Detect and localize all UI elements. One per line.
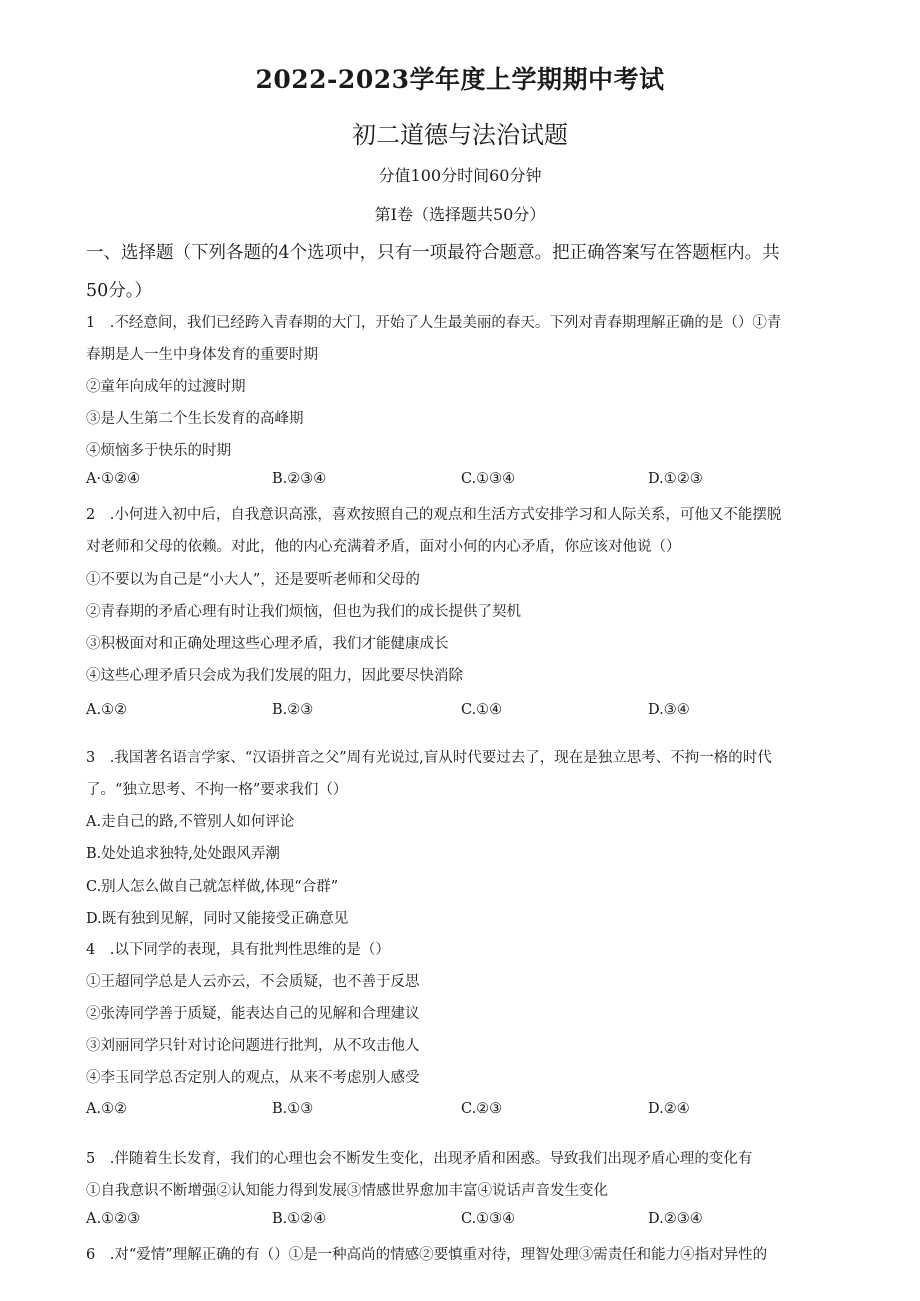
q2-item-2: ②青春期的矛盾心理有时让我们烦恼，但也为我们的成长提供了契机	[86, 604, 521, 620]
section-instructions: 一、选择题（下列各题的4个选项中，只有一项最符合题意。把正确答案写在答题框内。共	[86, 243, 780, 263]
q5-option-a[interactable]: A.①②③	[86, 1211, 141, 1227]
exam-title: 2022-2023学年度上学期期中考试	[255, 65, 665, 94]
q3-option-b[interactable]: B.处处追求独特,处处跟风弄潮	[86, 846, 280, 862]
q5-option-d[interactable]: D.②③④	[648, 1211, 703, 1227]
q4-option-c[interactable]: C.②③	[461, 1101, 503, 1117]
q3-option-a[interactable]: A.走自己的路,不管别人如何评论	[86, 814, 295, 830]
q3-stem-cont: 了。“独立思考、不拘一格”要求我们（）	[86, 782, 348, 798]
q1-option-b[interactable]: B.②③④	[272, 471, 327, 487]
q1-option-a[interactable]: A·①②④	[86, 471, 141, 487]
q1-stem-cont: 春期是人一生中身体发育的重要时期	[86, 347, 318, 363]
q2-stem-cont: 对老师和父母的依赖。对此，他的内心充满着矛盾，面对小何的内心矛盾，你应该对他说（）	[86, 539, 681, 555]
q2-option-d[interactable]: D.③④	[648, 702, 690, 718]
q1-stem: 1 .不经意间，我们已经跨入青春期的大门，开始了人生最美丽的春天。下列对青春期理解正确的是（）①青	[86, 315, 782, 331]
q2-option-a[interactable]: A.①②	[86, 702, 128, 718]
section-instructions-cont: 50分。）	[86, 281, 153, 301]
q4-option-a[interactable]: A.①②	[86, 1101, 128, 1117]
q2-option-c[interactable]: C.①④	[461, 702, 503, 718]
exam-subject: 初二道德与法治试题	[352, 121, 568, 149]
q5-options	[86, 1211, 846, 1233]
q1-item-4: ④烦恼多于快乐的时期	[86, 443, 231, 459]
part-heading: 第I卷（选择题共50分）	[374, 205, 546, 224]
q1-option-d[interactable]: D.①②③	[648, 471, 703, 487]
q4-option-b[interactable]: B.①③	[272, 1101, 314, 1117]
q4-item-2: ②张涛同学善于质疑，能表达自己的见解和合理建议	[86, 1006, 420, 1022]
q1-item-3: ③是人生第二个生长发育的高峰期	[86, 411, 304, 427]
q2-item-4: ④这些心理矛盾只会成为我们发展的阻力，因此要尽快消除	[86, 668, 463, 684]
q4-option-d[interactable]: D.②④	[648, 1101, 690, 1117]
q4-stem: 4 .以下同学的表现，具有批判性思维的是（）	[86, 942, 390, 958]
q5-option-c[interactable]: C.①③④	[461, 1211, 516, 1227]
q2-options	[86, 702, 846, 724]
q1-option-c[interactable]: C.①③④	[461, 471, 516, 487]
q3-option-d[interactable]: D.既有独到见解，同时又能接受正确意见	[86, 911, 349, 927]
q5-option-b[interactable]: B.①②④	[272, 1211, 327, 1227]
q4-options	[86, 1101, 846, 1123]
q5-stem: 5 .伴随着生长发育，我们的心理也会不断发生变化，出现矛盾和困惑。导致我们出现矛盾心理的变化有	[86, 1151, 753, 1167]
q1-options	[86, 471, 846, 493]
q4-item-4: ④李玉同学总否定别人的观点，从来不考虑别人感受	[86, 1070, 420, 1086]
q6-stem: 6 .对“爱情”理解正确的有（）①是一种高尚的情感②要慎重对待，理智处理③需责任和能力④指对异性的	[86, 1247, 768, 1263]
q4-item-1: ①王超同学总是人云亦云，不会质疑，也不善于反思	[86, 974, 420, 990]
q4-item-3: ③刘丽同学只针对讨论问题进行批判，从不攻击他人	[86, 1038, 420, 1054]
q2-item-3: ③积极面对和正确处理这些心理矛盾，我们才能健康成长	[86, 636, 449, 652]
q3-stem: 3 .我国著名语言学家、“汉语拼音之父”周有光说过,盲从时代要过去了，现在是独立思考、不拘一格的时代	[86, 750, 772, 766]
q2-option-b[interactable]: B.②③	[272, 702, 314, 718]
q1-item-2: ②童年向成年的过渡时期	[86, 379, 246, 395]
q2-item-1: ①不要以为自己是“小大人”，还是要听老师和父母的	[86, 572, 420, 588]
q2-stem: 2 .小何进入初中后，自我意识高涨，喜欢按照自己的观点和生活方式安排学习和人际关系，可他又不能摆脱	[86, 507, 782, 523]
score-time: 分值100分时间60分钟	[378, 166, 542, 185]
q5-items: ①自我意识不断增强②认知能力得到发展③情感世界愈加丰富④说话声音发生变化	[86, 1183, 608, 1199]
q3-option-c[interactable]: C.别人怎么做自己就怎样做,体现“合群”	[86, 879, 339, 895]
